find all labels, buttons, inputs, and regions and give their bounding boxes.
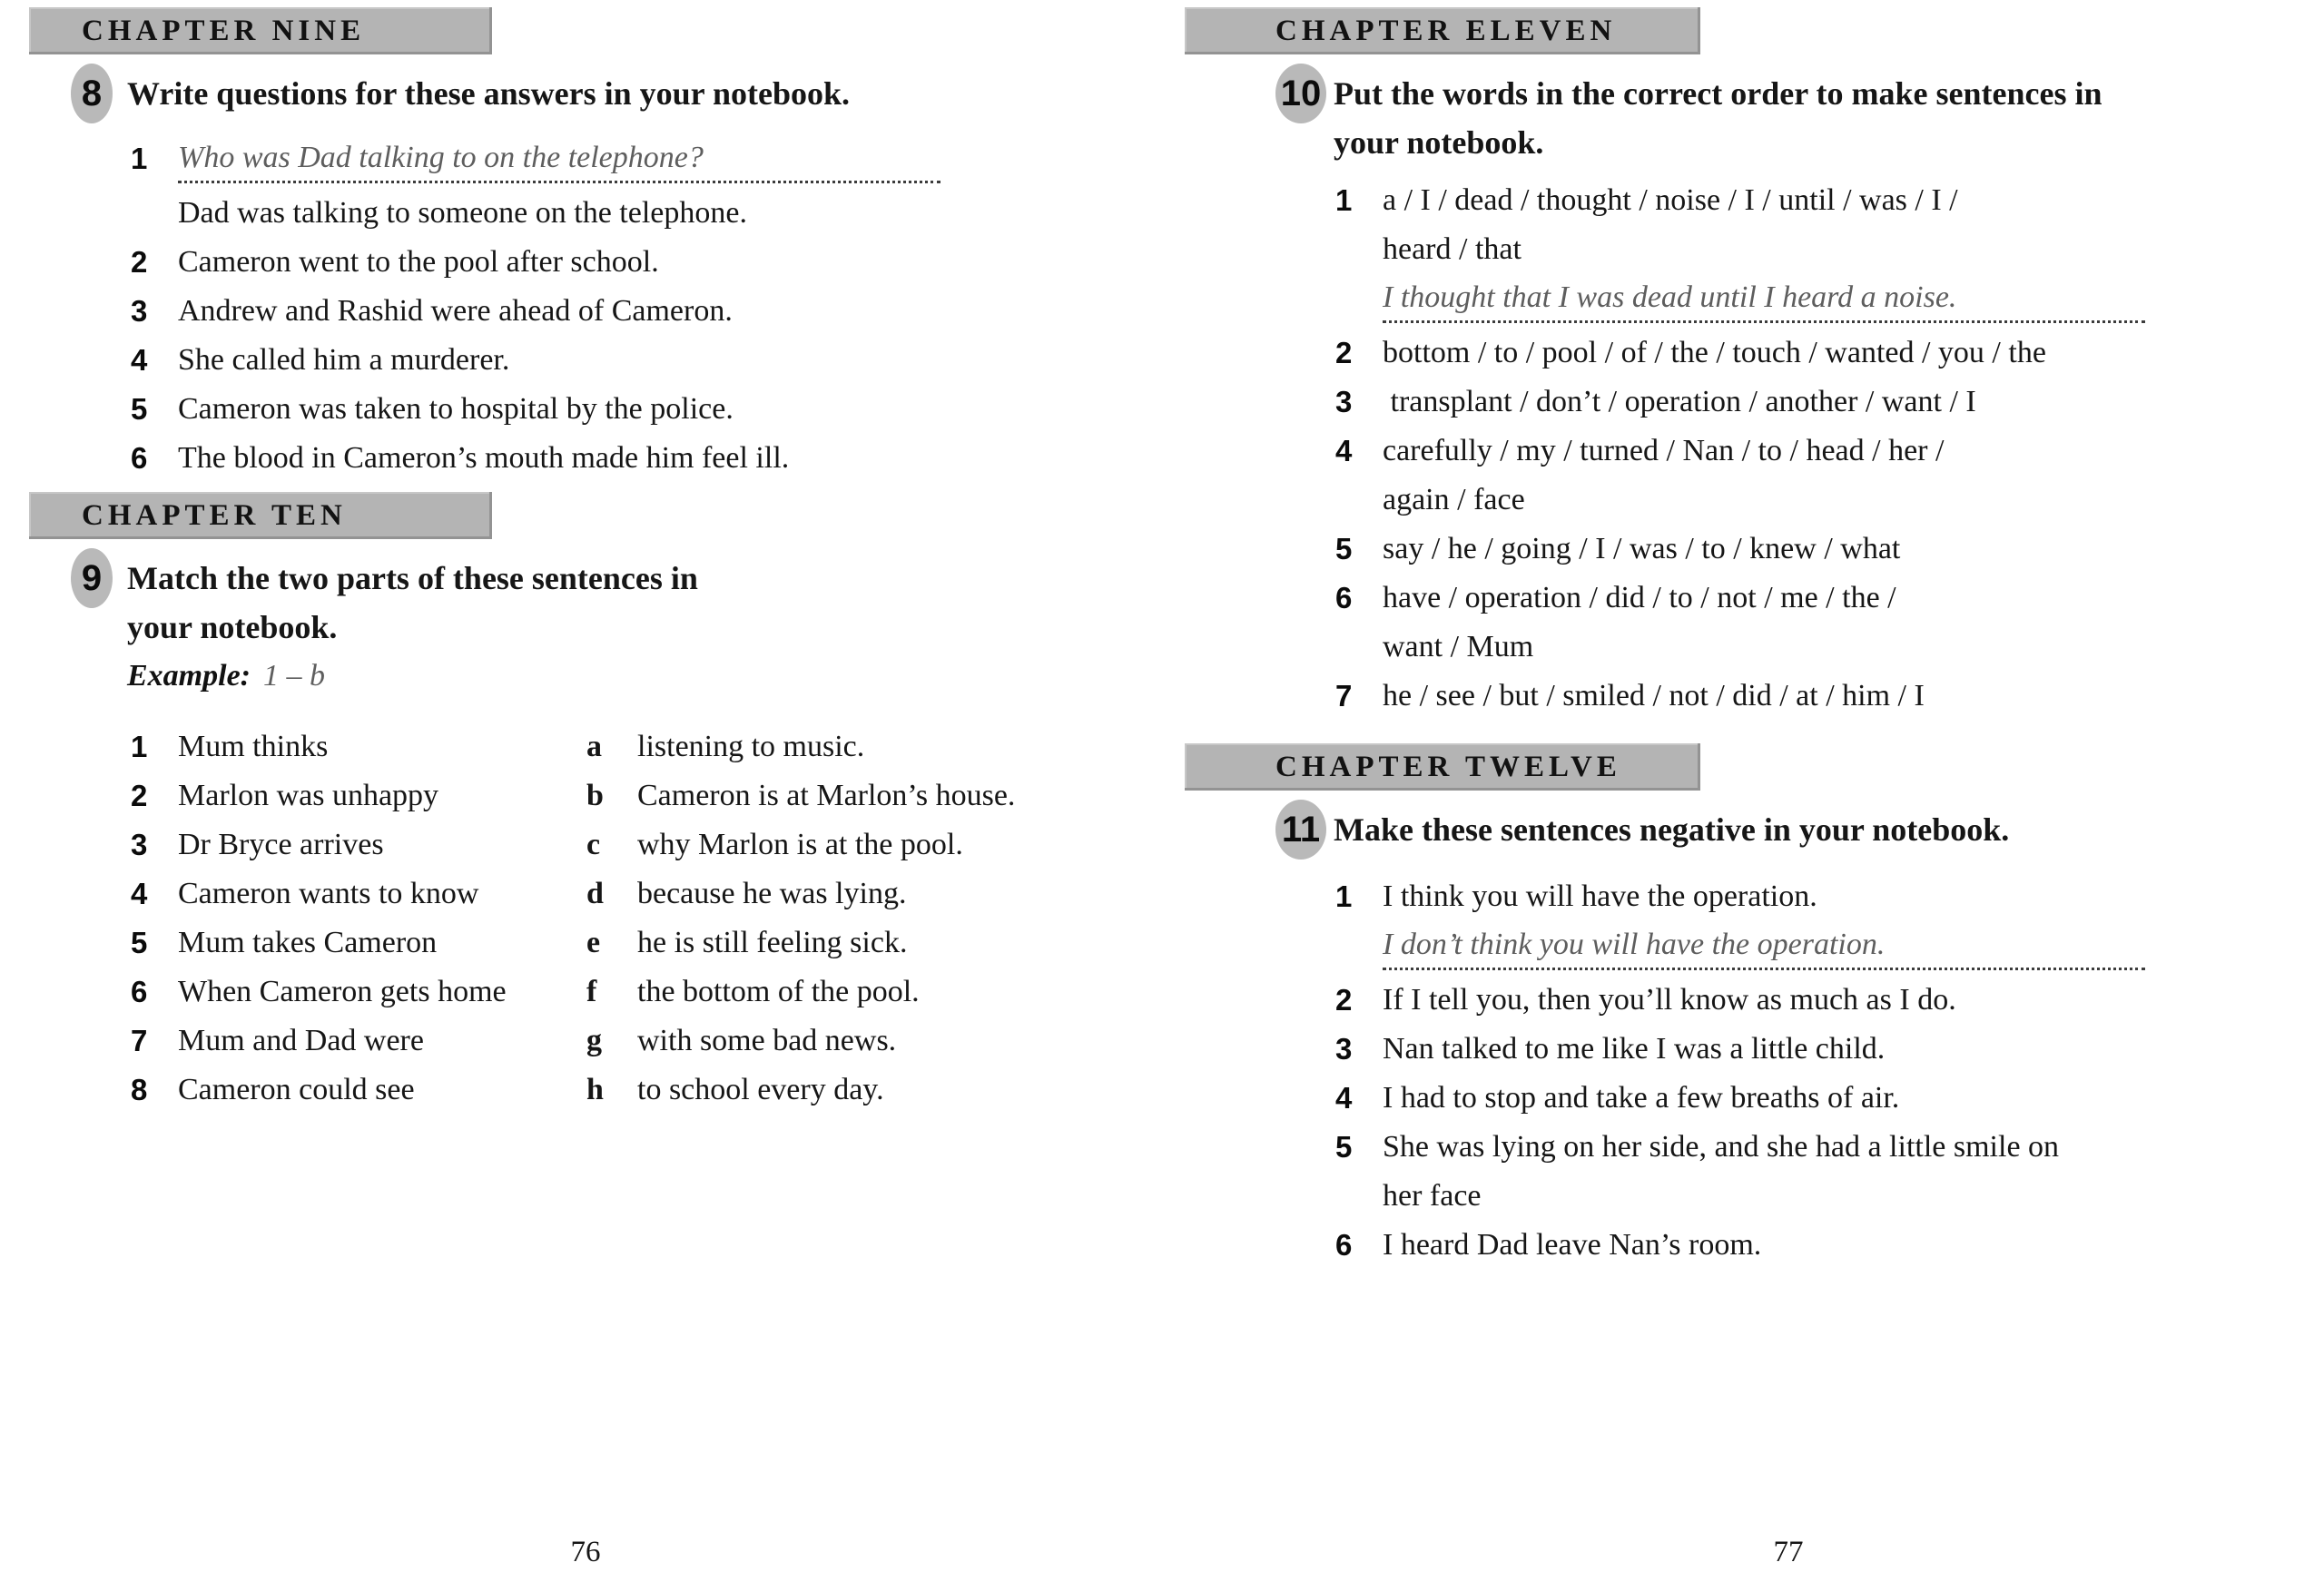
match-left-text: Cameron could see (178, 1073, 415, 1106)
item-number: 2 (131, 779, 148, 812)
match-left-text: Cameron wants to know (178, 877, 479, 910)
match-left-text: Mum thinks (178, 730, 329, 763)
item-text: her face (1383, 1179, 1482, 1213)
exercise-title: Write questions for these answers in your notebook. (127, 75, 851, 112)
exercise-header (29, 64, 1087, 123)
item-text: Cameron was taken to hospital by the police. (178, 392, 734, 426)
match-row (29, 820, 1087, 870)
match-row (29, 870, 1087, 919)
list-item (1185, 176, 2270, 329)
item-text: If I tell you, then you’ll know as much as I do. (1383, 983, 1956, 1017)
match-row (29, 771, 1087, 820)
item-number: 4 (1335, 434, 1353, 467)
answer-line (1383, 921, 2145, 970)
item-text: Andrew and Rashid were ahead of Cameron. (178, 294, 733, 328)
item-number: 4 (131, 343, 148, 377)
page-left (29, 7, 1087, 1115)
match-right-text: Cameron is at Marlon’s house. (637, 779, 1016, 812)
match-right-text: listening to music. (637, 730, 865, 763)
item-number: 5 (1335, 1130, 1353, 1164)
match-right-text: the bottom of the pool. (637, 975, 920, 1008)
chapter-heading: CHAPTER ELEVEN (1185, 7, 1700, 54)
exercise-title (1334, 64, 2102, 167)
chapter-heading: CHAPTER NINE (29, 7, 492, 54)
match-right-text: because he was lying. (637, 877, 907, 910)
chapter-heading: CHAPTER TEN (29, 492, 492, 539)
match-left-text: Marlon was unhappy (178, 779, 439, 812)
item-text: heard / that (1383, 232, 1521, 266)
item-text: The blood in Cameron’s mouth made him feel ill. (178, 441, 790, 475)
match-row (29, 968, 1087, 1017)
item-number: 3 (131, 828, 148, 861)
item-text: She was lying on her side, and she had a little smile on (1383, 1130, 2060, 1164)
match-right-text: why Marlon is at the pool. (637, 828, 963, 861)
item-number: 4 (131, 877, 148, 910)
item-number: 7 (1335, 679, 1353, 712)
item-text: transplant / don’t / operation / another / want / I (1383, 385, 1976, 418)
item-number: 3 (131, 294, 148, 328)
list-item (29, 287, 1087, 336)
handwritten-answer: I don’t think you will have the operation. (1383, 928, 1886, 961)
example-label: Example: (127, 659, 251, 693)
item-text: a / I / dead / thought / noise / I / until / was / I / (1383, 183, 1958, 217)
item-number: 4 (1335, 1081, 1353, 1115)
match-letter: f (586, 975, 597, 1008)
item-text: bottom / to / pool / of / the / touch / wanted / you / the (1383, 336, 2046, 369)
match-right-text: with some bad news. (637, 1024, 897, 1057)
match-left-text: Mum takes Cameron (178, 926, 438, 959)
item-text: I think you will have the operation. (1383, 879, 1817, 913)
item-number: 7 (131, 1024, 148, 1057)
match-row (29, 722, 1087, 771)
item-number: 1 (1335, 183, 1353, 217)
exercise-number-badge: 11 (1275, 800, 1326, 860)
item-number: 2 (1335, 336, 1353, 369)
list-item (1185, 525, 2270, 574)
exercise-title-line: Put the words in the correct order to make sentences in (1334, 75, 2102, 112)
match-letter: b (586, 779, 604, 812)
exercise-header (1185, 64, 2270, 167)
item-text: Cameron went to the pool after school. (178, 245, 659, 279)
exercise-header (29, 548, 1087, 652)
handwritten-answer: I thought that I was dead until I heard a noise. (1383, 280, 1957, 314)
list-item (1185, 329, 2270, 378)
match-row (29, 1066, 1087, 1115)
match-letter: g (586, 1024, 602, 1057)
exercise-title-line: Match the two parts of these sentences in (127, 560, 698, 596)
list-item (1185, 672, 2270, 721)
item-number: 1 (131, 142, 148, 175)
item-number: 6 (1335, 1228, 1353, 1262)
list-item (1185, 378, 2270, 427)
exercise-header (1185, 800, 2270, 860)
page-number: 77 (1773, 1536, 1804, 1568)
match-letter: a (586, 730, 602, 763)
item-number: 6 (1335, 581, 1353, 614)
item-number: 1 (131, 730, 148, 763)
item-text: he / see / but / smiled / not / did / at / him / I (1383, 679, 1925, 712)
answer-line (178, 134, 940, 183)
item-number: 1 (1335, 879, 1353, 913)
exercise-number-badge: 8 (71, 64, 113, 123)
list-item (29, 134, 1087, 238)
item-text: again / face (1383, 483, 1525, 516)
item-text: carefully / my / turned / Nan / to / head / her / (1383, 434, 1945, 467)
match-right-text: to school every day. (637, 1073, 884, 1106)
match-letter: c (586, 828, 601, 861)
match-letter: e (586, 926, 601, 959)
item-number: 3 (1335, 385, 1353, 418)
exercise-number-badge: 9 (71, 548, 113, 608)
match-row (29, 1017, 1087, 1066)
matching-list (29, 722, 1087, 1115)
item-number: 8 (131, 1073, 148, 1106)
match-row (29, 919, 1087, 968)
exercise-items (1185, 872, 2270, 1270)
item-number: 3 (1335, 1032, 1353, 1066)
item-text: She called him a murderer. (178, 343, 510, 377)
list-item (1185, 872, 2270, 976)
match-left-text: Mum and Dad were (178, 1024, 424, 1057)
exercise-items (1185, 176, 2270, 721)
list-item (1185, 976, 2270, 1025)
exercise-title (127, 548, 698, 652)
exercise-title: Make these sentences negative in your notebook. (1334, 811, 2010, 848)
list-item (29, 238, 1087, 287)
item-number: 5 (131, 926, 148, 959)
item-number: 6 (131, 441, 148, 475)
page-number: 76 (570, 1536, 601, 1568)
match-left-text: Dr Bryce arrives (178, 828, 384, 861)
exercise-title-line: your notebook. (127, 609, 338, 645)
list-item (1185, 1221, 2270, 1270)
handwritten-answer: Who was Dad talking to on the telephone? (178, 141, 704, 174)
match-left-text: When Cameron gets home (178, 975, 507, 1008)
list-item (29, 336, 1087, 385)
list-item (1185, 1074, 2270, 1123)
match-letter: d (586, 877, 604, 910)
list-item (1185, 427, 2270, 525)
item-text: want / Mum (1383, 630, 1534, 663)
exercise-title-line: your notebook. (1334, 124, 1544, 161)
match-letter: h (586, 1073, 604, 1106)
list-item (1185, 1123, 2270, 1221)
item-number: 5 (1335, 532, 1353, 565)
page-right (1185, 7, 2270, 1270)
item-text: Dad was talking to someone on the telephone. (178, 196, 747, 230)
item-number: 5 (131, 392, 148, 426)
exercise-items (29, 134, 1087, 483)
item-number: 2 (1335, 983, 1353, 1017)
item-text: Nan talked to me like I was a little child. (1383, 1032, 1886, 1066)
list-item (1185, 1025, 2270, 1074)
example-value: 1 – b (262, 659, 325, 693)
answer-line (1383, 274, 2145, 323)
chapter-heading: CHAPTER TWELVE (1185, 743, 1700, 791)
item-number: 6 (131, 975, 148, 1008)
match-right-text: he is still feeling sick. (637, 926, 908, 959)
item-text: have / operation / did / to / not / me / the / (1383, 581, 1896, 614)
list-item (29, 385, 1087, 434)
item-text: say / he / going / I / was / to / knew / what (1383, 532, 1901, 565)
item-number: 2 (131, 245, 148, 279)
list-item (29, 434, 1087, 483)
example-line (29, 652, 1087, 701)
list-item (1185, 574, 2270, 672)
exercise-number-badge: 10 (1275, 64, 1326, 123)
item-text: I heard Dad leave Nan’s room. (1383, 1228, 1762, 1262)
item-text: I had to stop and take a few breaths of air. (1383, 1081, 1900, 1115)
